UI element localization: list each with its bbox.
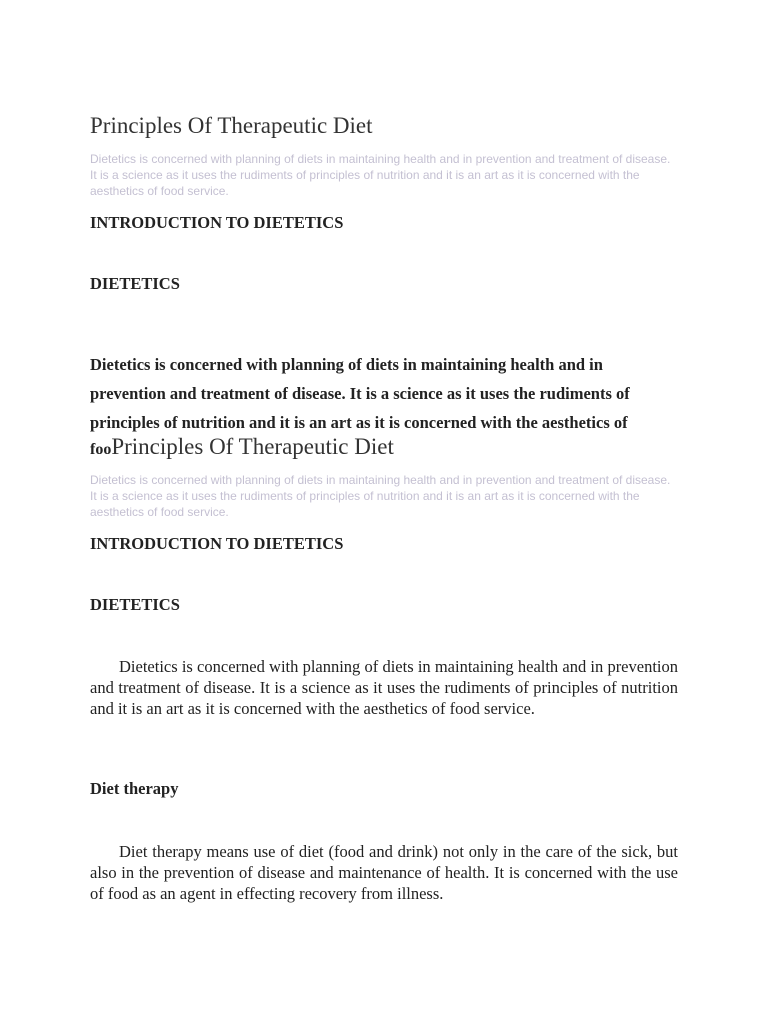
- article-summary: Dietetics is concerned with planning of diets in maintaining health and in prevention and treatment of disease. It is a science as it uses the rudiments of principles of nutrition and it is an art as it is concerned with the aesthetics of food service.: [90, 152, 671, 198]
- page-title: Principles Of Therapeutic Diet: [90, 113, 373, 138]
- article-summary-repeat: Dietetics is concerned with planning of diets in maintaining health and in prevention and treatment of disease. It is a science as it uses the rudiments of principles of nutrition and it is an art as it is concerned with the aesthetics of food service.: [90, 473, 671, 519]
- diet-therapy-paragraph: Diet therapy means use of diet (food and drink) not only in the care of the sick, but also in the prevention of disease and maintenance of health. It is concerned with the use of food as an agent in effecting recovery from illness.: [90, 842, 678, 903]
- bold-paragraph: Dietetics is concerned with planning of diets in maintaining health and in prevention and treatment of disease. It is a science as it uses the rudiments of principles of nutrition and it is an art as it is concerned with the aesthetics of: [90, 355, 630, 432]
- truncated-word: foo: [90, 441, 112, 458]
- dietetics-heading-repeat: DIETETICS: [90, 595, 180, 614]
- dietetics-heading: DIETETICS: [90, 274, 180, 293]
- title-repeat-line: [90, 434, 394, 460]
- dietetics-paragraph: Dietetics is concerned with planning of diets in maintaining health and in prevention and treatment of disease. It is a science as it uses the rudiments of principles of nutrition and it is an art as it is concerned with the aesthetics of food service.: [90, 657, 678, 718]
- diet-therapy-heading: Diet therapy: [90, 779, 179, 798]
- page-title-repeat: Principles Of Therapeutic Diet: [111, 434, 394, 459]
- intro-heading: INTRODUCTION TO DIETETICS: [90, 213, 344, 232]
- intro-heading-repeat: INTRODUCTION TO DIETETICS: [90, 534, 344, 553]
